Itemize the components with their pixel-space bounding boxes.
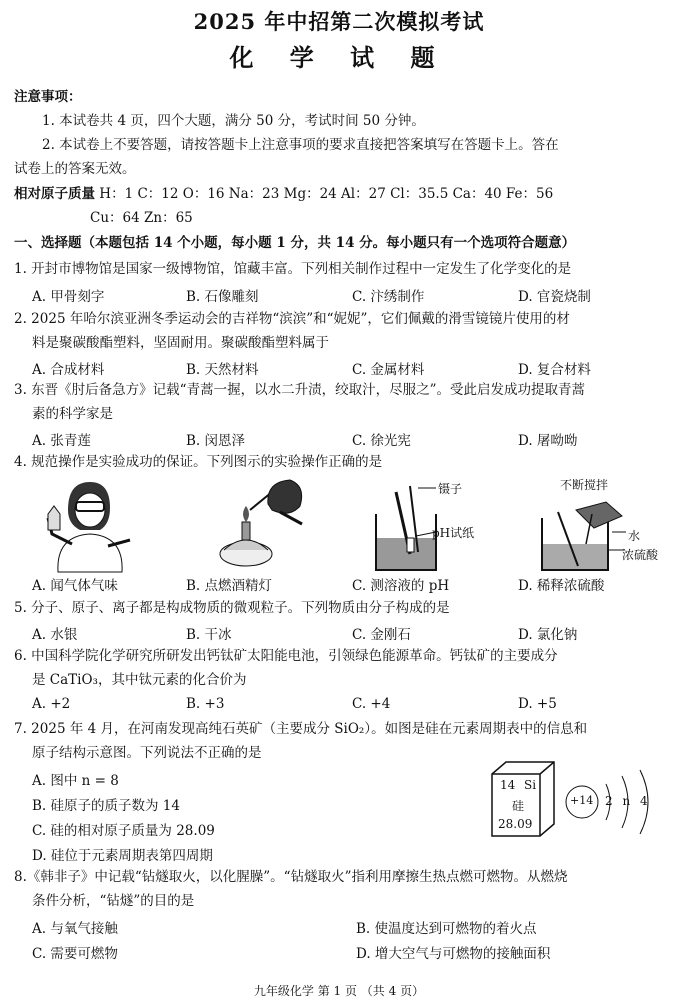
notice-heading: 注意事项：: [14, 89, 82, 105]
page-footer: 九年级化学 第 1 页 （共 4 页）: [253, 984, 425, 998]
tweezers-label: 镊子: [438, 482, 463, 496]
notice-item-2-cont: 试卷上的答案无效。: [14, 161, 136, 177]
option-a: A. +2: [32, 696, 71, 712]
option-d: D. 屠呦呦: [518, 433, 578, 449]
notice-item-2: 2. 本试卷上不要答题，请按答题卡上注意事项的要求直接把答案填写在答题卡上。答在: [42, 137, 559, 153]
atomic-mass-line: [14, 185, 553, 203]
question-stem: 1. 开封市博物馆是国家一级博物馆，馆藏丰富。下列相关制作过程中一定发生了化学变化的是: [14, 261, 572, 277]
question-stem: 4. 规范操作是实验成功的保证。下列图示的实验操作正确的是: [14, 454, 383, 470]
element-name: 硅: [512, 799, 525, 813]
atomic-mass-label: 相对原子质量: [14, 186, 95, 202]
atomic-mass-values-2: Cu：64 Zn：65: [90, 210, 193, 226]
electron-shells: 2 n 4: [605, 794, 648, 808]
acid-label: 浓硫酸: [622, 548, 659, 562]
ph-paper-label: pH试纸: [432, 526, 475, 540]
question-stem-cont: 原子结构示意图。下列说法不正确的是: [32, 745, 262, 761]
question-stem: 8.《韩非子》中记载“钻燧取火，以化腥臊”。“钻燧取火”指利用摩擦生热点燃可燃物。从燃烧: [14, 869, 568, 885]
question-stem-cont: 是 CaTiO₃，其中钛元素的化合价为: [32, 672, 247, 688]
smell-gas-illustration: [38, 474, 138, 574]
option-b: B. +3: [186, 696, 225, 712]
nucleus-charge: +14: [570, 794, 594, 807]
exam-title: 2025 年中招第二次模拟考试: [193, 9, 485, 34]
option-a: A. 甲骨刻字: [32, 289, 105, 305]
option-b: B. 天然材料: [186, 362, 259, 378]
option-c: C. 徐光宪: [352, 433, 411, 449]
option-c: C. 需要可燃物: [32, 946, 118, 962]
option-d: D. 复合材料: [518, 362, 591, 378]
option-b: B. 点燃酒精灯: [186, 578, 273, 594]
option-b: B. 硅原子的质子数为 14: [32, 798, 180, 814]
option-c: C. 金刚石: [352, 627, 411, 643]
question-stem-cont: 素的科学家是: [32, 406, 113, 422]
option-c: C. +4: [352, 696, 391, 712]
option-c: C. 硅的相对原子质量为 28.09: [32, 823, 215, 839]
water-label: 水: [628, 529, 641, 543]
question-stem: 5. 分子、原子、离子都是构成物质的微观粒子。下列物质由分子构成的是: [14, 600, 450, 616]
option-a: A. 图中 n = 8: [32, 773, 119, 789]
option-b: B. 石像雕刻: [186, 289, 259, 305]
alcohol-lamp-illustration: [210, 474, 310, 574]
option-d: D. +5: [518, 696, 557, 712]
option-b: B. 使温度达到可燃物的着火点: [356, 921, 537, 937]
option-d: D. 官瓷烧制: [518, 289, 591, 305]
question-stem: 6. 中国科学院化学研究所研发出钙钛矿太阳能电池，引领绿色能源革命。钙钛矿的主要成分: [14, 648, 558, 664]
element-mass: 28.09: [498, 817, 533, 831]
element-number: 14: [500, 778, 516, 792]
option-b: B. 闵恩泽: [186, 433, 246, 449]
option-a: A. 张青莲: [32, 433, 91, 449]
option-a: A. 闻气体气味: [32, 578, 118, 594]
element-symbol: Si: [524, 778, 537, 792]
exam-subtitle: 化 学 试 题: [229, 43, 449, 72]
option-a: A. 合成材料: [32, 362, 105, 378]
option-d: D. 稀释浓硫酸: [518, 578, 605, 594]
question-stem: 2. 2025 年哈尔滨亚洲冬季运动会的吉祥物“滨滨”和“妮妮”，它们佩戴的滑雪镜镜片使用的材: [14, 311, 570, 327]
question-stem-cont: 条件分析，“钻燧”的目的是: [32, 893, 195, 909]
stir-label: 不断搅拌: [560, 478, 609, 492]
atomic-mass-values: H：1 C：12 O：16 Na：23 Mg：24 Al：27 Cl：35.5 Ca：40 Fe：56: [99, 186, 554, 202]
option-c: C. 汴绣制作: [352, 289, 425, 305]
option-d: D. 硅位于元素周期表第四周期: [32, 848, 213, 864]
notice-item-1: 1. 本试卷共 4 页，四个大题，满分 50 分，考试时间 50 分钟。: [42, 113, 425, 129]
question-stem-cont: 料是聚碳酸酯塑料，坚固耐用。聚碳酸酯塑料属于: [32, 335, 329, 351]
question-stem: 3. 东晋《肘后备急方》记载“青蒿一握，以水二升渍，绞取汁，尽服之”。受此启发成功提取青蒿: [14, 382, 585, 398]
option-c: C. 金属材料: [352, 362, 425, 378]
option-b: B. 干冰: [186, 627, 232, 643]
option-a: A. 水银: [32, 627, 78, 643]
option-c: C. 测溶液的 pH: [352, 578, 450, 594]
option-a: A. 与氧气接触: [32, 921, 118, 937]
question-stem: 7. 2025 年 4 月，在河南发现高纯石英矿（主要成分 SiO₂）。如图是硅在元素周期表中的信息和: [14, 721, 588, 737]
option-d: D. 增大空气与可燃物的接触面积: [356, 946, 551, 962]
option-d: D. 氯化钠: [518, 627, 578, 643]
section-heading: 一、选择题（本题包括 14 个小题，每小题 1 分，共 14 分。每小题只有一个选项符合题意）: [14, 235, 576, 251]
